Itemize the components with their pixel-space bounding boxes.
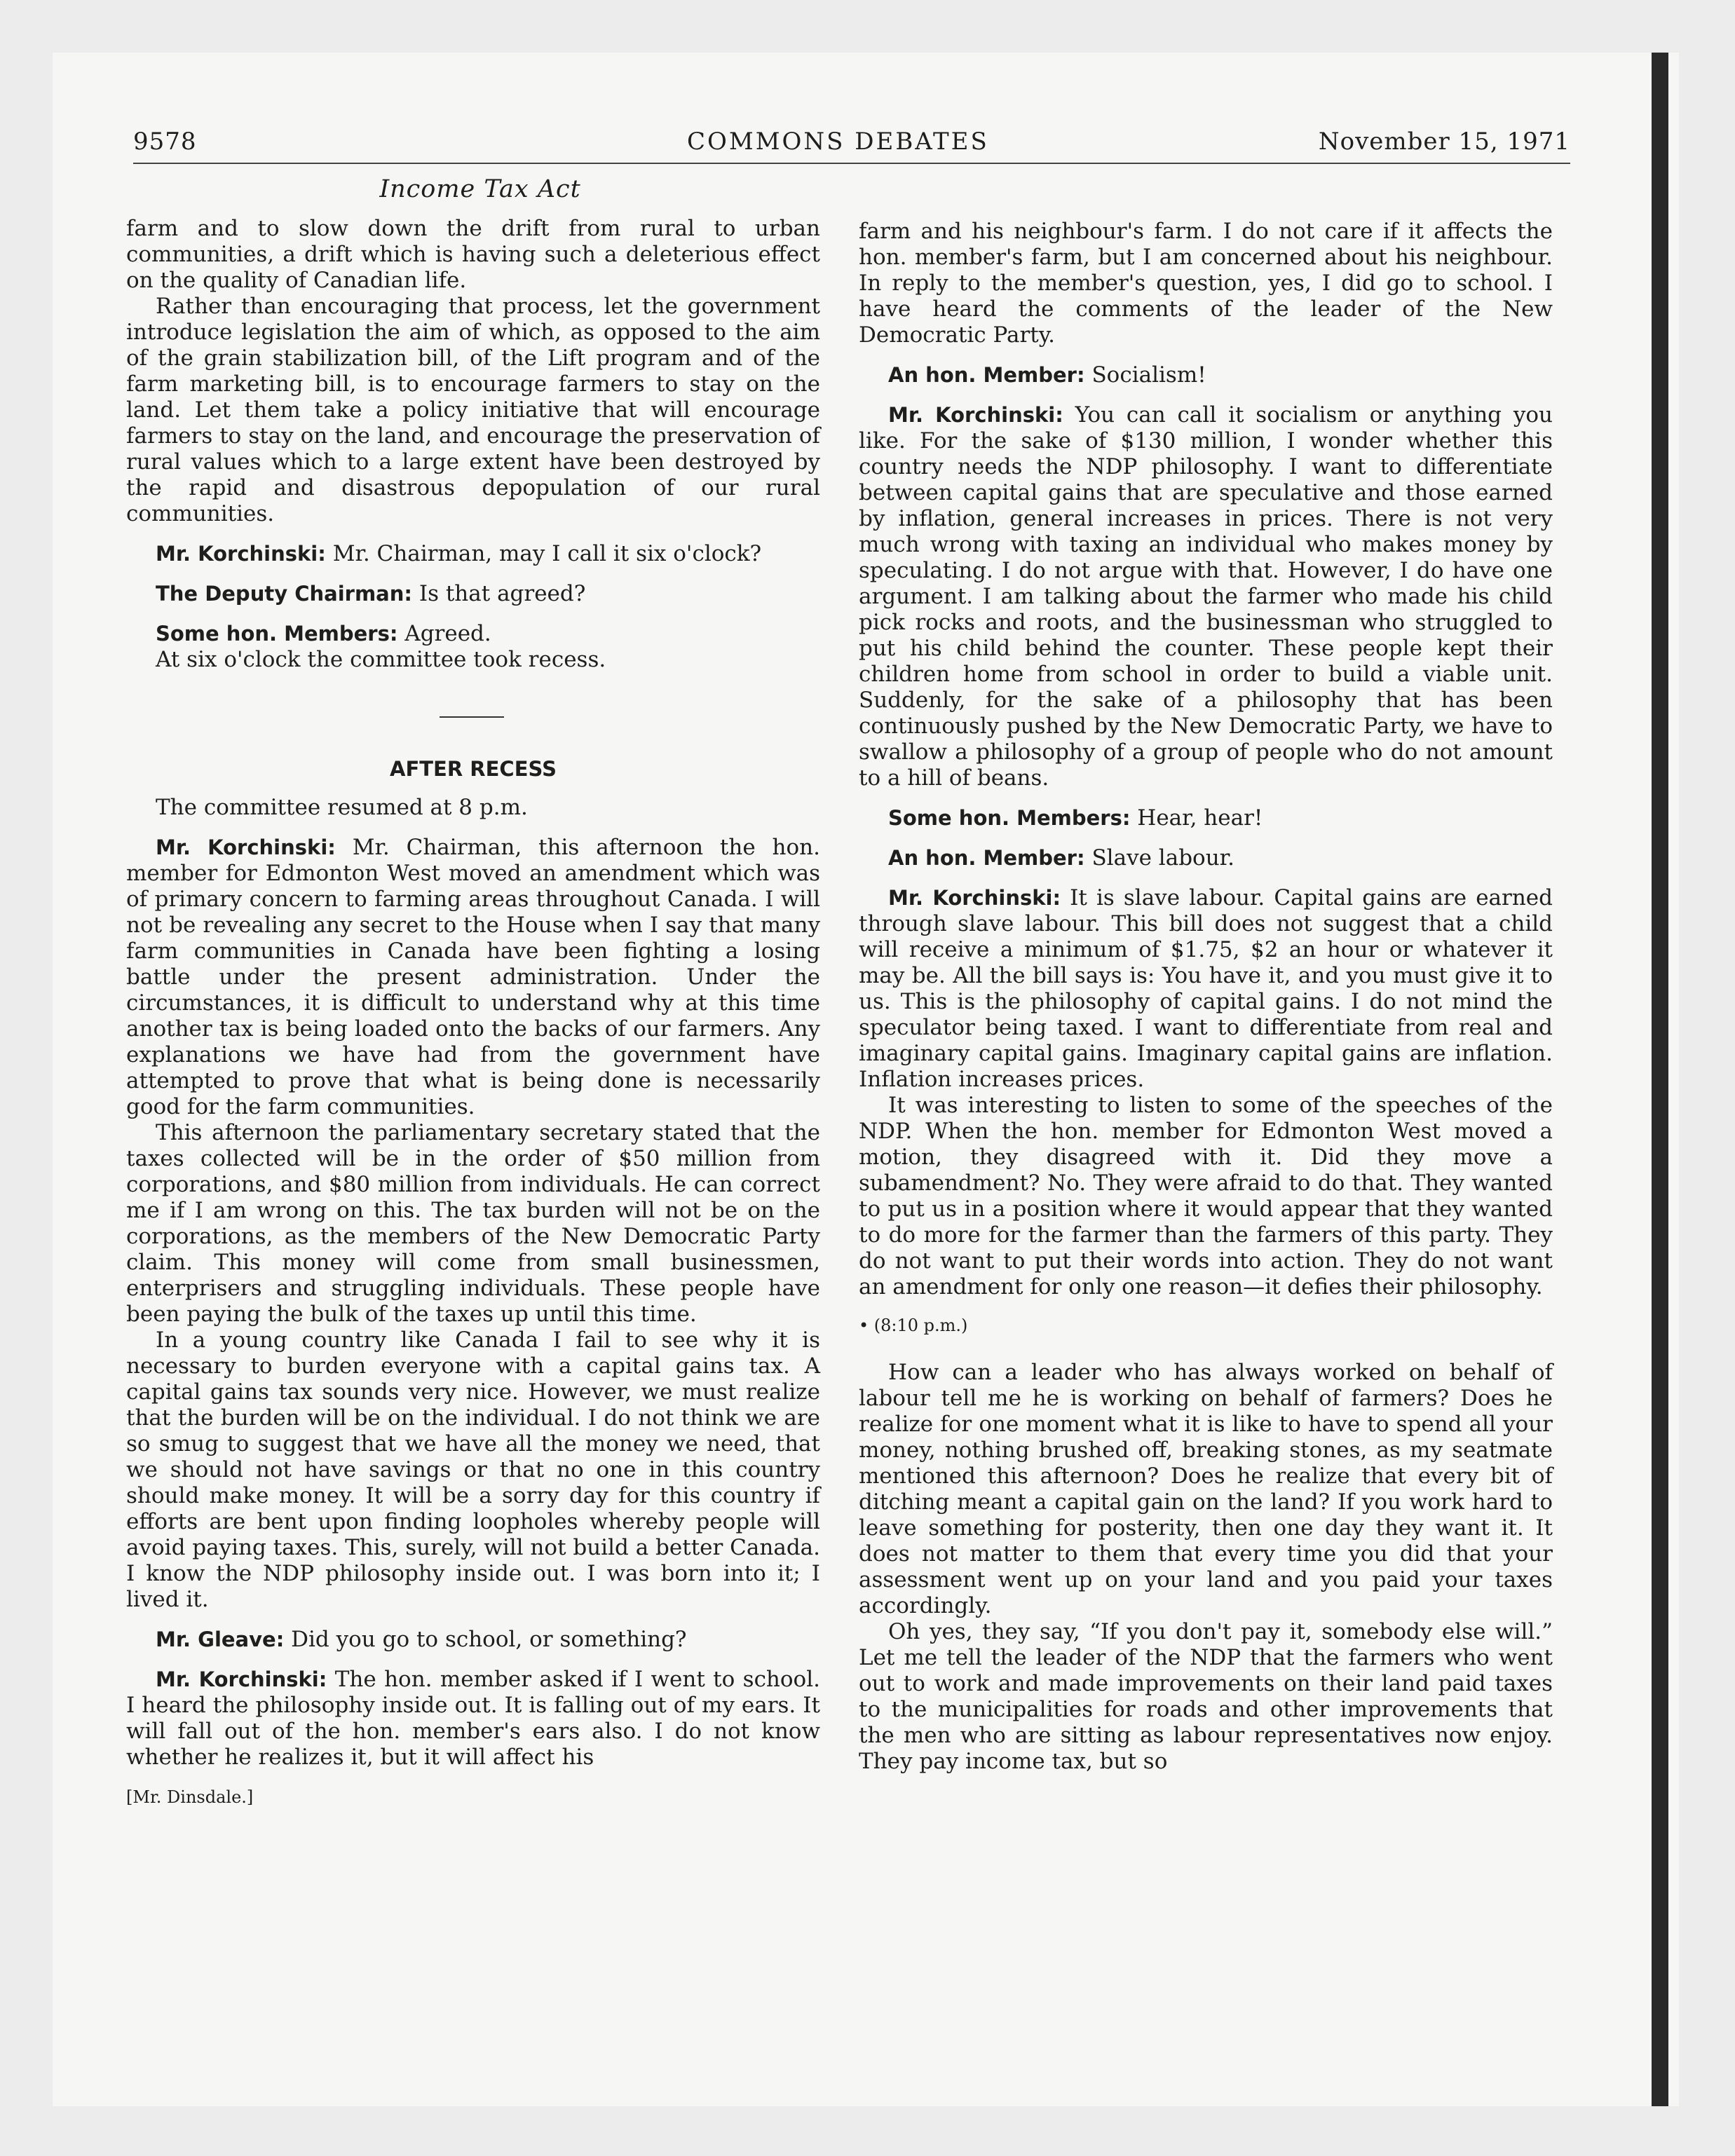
speaker-name: Some hon. Members: [888,806,1131,830]
speaker-name: An hon. Member: [888,846,1085,870]
publication-date: November 15, 1971 [1318,128,1570,156]
paragraph: The committee resumed at 8 p.m. [156,795,528,820]
speech [859,362,1553,388]
section-divider [440,716,504,718]
speech [126,835,820,1120]
speech [126,581,820,607]
speaker-name: Mr. Korchinski: [888,403,1063,427]
speech [126,621,820,647]
speech-text: Is that agreed? [411,581,586,606]
speech [859,402,1553,791]
speech-text: Mr. Chairman, this afternoon the hon. member for Edmonton West moved an amendment which was of primary concern to farming areas throughout Canada. I will not be revealing any secret to the House when I say that many farm communities in Canada have been fighting a losing battle under the present administration. Under the circumstances, it is difficult to understand why at this time another tax is being loaded onto the backs of our farmers. Any explanations we have had from the government have attempted to prove that what is being done is necessarily good for the farm communities. [126,835,820,1119]
speech-text: Did you go to school, or something? [284,1627,687,1652]
right-column [859,219,1553,1775]
speaker-name: Mr. Korchinski: [156,1667,327,1691]
speech-text: You can call it socialism or anything you like. For the sake of $130 million, I wonder whether this country needs the NDP philosophy. I want to differentiate between capital gains that are speculative and those earned by inflation, general increases in prices. There is not very much wrong with taxing an individual who makes money by speculating. I do not argue with that. However, I do have one argument. I am talking about the farmer who made his child pick rocks and roots, and the businessman who struggled to put his child behind the counter. These people kept their children home from school in order to build a viable unit. Suddenly, for the sake of a philosophy that has been continuously pushed by the New Democratic Party, we have to swallow a philosophy of a group of people who do not amount to a hill of beans. [859,402,1553,791]
page-header [133,128,1570,164]
publication-title: COMMONS DEBATES [687,128,989,156]
speaker-name: The Deputy Chairman: [156,582,412,606]
speech [859,845,1553,871]
running-title: Income Tax Act [379,175,581,203]
speech-text: It is slave labour. Capital gains are earned through slave labour. This bill does not suggest that a child will receive a minimum of $1.75, $2 an hour or whatever it may be. All the bill says is: You have it, and you must give it to us. This is the philosophy of capital gains. I do not mind the speculator being taxed. I want to differentiate from real and imaginary capital gains. Imaginary capital gains are inflation. Inflation increases prices. [859,885,1553,1092]
speaker-name: Mr. Korchinski: [156,835,336,859]
speech [126,1667,820,1770]
paragraph: At six o'clock the committee took recess. [156,647,606,672]
speaker-name: Mr. Korchinski: [888,886,1061,910]
speech-text: Socialism! [1084,362,1206,388]
left-column [126,216,820,1810]
scan-edge [1652,53,1668,2106]
paragraph: How can a leader who has always worked on behalf of labour tell me he is working on behalf of farmers? Does he realize for one moment what it is like to have to spend all your money, nothing brushed off, breaking stones, as my seatmate mentioned this afternoon? Does he realize that every bit of ditching meant a capital gain on the land? If you work hard to leave something for posterity, then one day they want it. It does not matter to them that every time you did that your assessment went up on your land and you paid your taxes accordingly. [859,1360,1553,1618]
speech-text: Slave labour. [1084,845,1234,871]
speech [859,805,1553,831]
section-heading: AFTER RECESS [390,757,557,781]
speaker-name: Some hon. Members: [156,622,398,646]
paragraph: This afternoon the parliamentary secretary stated that the taxes collected will be in the order of $50 million from corporations, and $80 million from individuals. He can correct me if I am wrong on this. The tax burden will not be on the corporations, as the members of the New Democratic Party claim. This money will come from small businessmen, enterprisers and struggling individuals. These people have been paying the bulk of the taxes up until this time. [126,1120,820,1327]
paragraph: It was interesting to listen to some of the speeches of the NDP. When the hon. member for Edmonton West moved a motion, they disagreed with it. Did they move a subamendment? No. They were afraid to do that. They wanted to put us in a position where it would appear that they wanted to do more for the farmer than the farmers of this party. They do not want to put their words into action. They do not want an amendment for only one reason—it defies their philosophy. [859,1093,1553,1299]
paragraph: farm and to slow down the drift from rural to urban communities, a drift which is having such a deleterious effect on the quality of Canadian life. [126,216,820,293]
footer-note: [Mr. Dinsdale.] [126,1787,254,1807]
speech [126,1627,820,1653]
speech-text: Mr. Chairman, may I call it six o'clock? [325,541,762,566]
speech-text: Agreed. [397,621,491,646]
speech-text: Hear, hear! [1130,805,1263,831]
paragraph: Rather than encouraging that process, let the government introduce legislation the aim of which, as opposed to the aim of the grain stabilization bill, of the Lift program and of the farm marketing bill, is to encourage farmers to stay on the land. Let them take a policy initiative that will encourage farmers to stay on the land, and encourage the preservation of rural values which to a large extent have been destroyed by the rapid and disastrous depopulation of our rural communities. [126,294,820,526]
speech [126,541,820,567]
speaker-name: An hon. Member: [888,363,1085,387]
paragraph: In a young country like Canada I fail to see why it is necessary to burden everyone with a capital gains tax. A capital gains tax sounds very nice. However, we must realize that the burden will be on the individual. I do not think we are so smug to suggest that we have all the money we need, that we should not have savings or that no one in this country should make money. It will be a sorry day for this country if efforts are bent upon finding loopholes whereby people will avoid paying taxes. This, surely, will not build a better Canada. I know the NDP philosophy inside out. I was born into it; I lived it. [126,1328,821,1612]
page-number: 9578 [133,128,197,156]
paragraph: farm and his neighbour's farm. I do not care if it affects the hon. member's farm, but I am concerned about his neighbour. In reply to the member's question, yes, I did go to school. I have heard the comments of the leader of the New Democratic Party. [859,219,1553,348]
speech-text: The hon. member asked if I went to school. I heard the philosophy inside out. It is falling out of my ears. It will fall out of the hon. member's ears also. I do not know whether he realizes it, but it will affect his [126,1667,820,1770]
timestamp: • (8:10 p.m.) [859,1316,968,1335]
speaker-name: Mr. Korchinski: [156,542,326,566]
speech [859,885,1553,1093]
paragraph: Oh yes, they say, “If you don't pay it, somebody else will.” Let me tell the leader of the NDP that the farmers who went out to work and made improvements on their land paid taxes to the municipalities for roads and other improvements that the men who are sitting as labour representatives now enjoy. They pay income tax, but so [859,1619,1553,1774]
speaker-name: Mr. Gleave: [156,1628,285,1651]
